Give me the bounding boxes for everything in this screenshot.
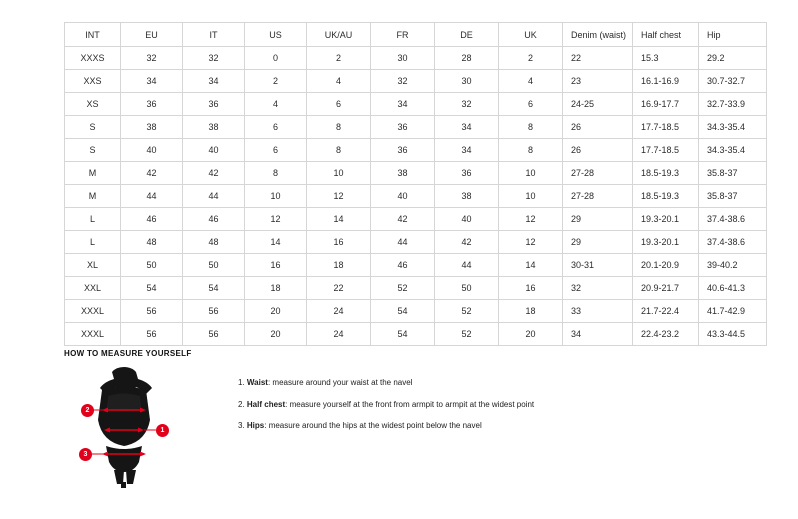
table-cell: XL <box>65 254 121 277</box>
table-cell: 37.4-38.6 <box>699 231 767 254</box>
size-chart-head <box>65 23 767 47</box>
table-cell: 8 <box>499 139 563 162</box>
table-cell: 30.7-32.7 <box>699 70 767 93</box>
table-cell: 20 <box>245 323 307 346</box>
table-cell: 42 <box>371 208 435 231</box>
column-header: Hip <box>699 23 767 47</box>
table-cell: 50 <box>121 254 183 277</box>
table-cell: M <box>65 185 121 208</box>
table-cell: 29.2 <box>699 47 767 70</box>
size-chart-table <box>64 22 767 346</box>
table-cell: 37.4-38.6 <box>699 208 767 231</box>
table-cell: 16.9-17.7 <box>633 93 699 116</box>
table-cell: 6 <box>499 93 563 116</box>
table-cell: 23 <box>563 70 633 93</box>
how-to-measure-section <box>64 349 744 491</box>
table-cell: 12 <box>307 185 371 208</box>
table-cell: XXXL <box>65 323 121 346</box>
table-cell: 40 <box>121 139 183 162</box>
table-cell: 16 <box>499 277 563 300</box>
table-cell: 36 <box>121 93 183 116</box>
table-cell: 18 <box>245 277 307 300</box>
table-cell: 33 <box>563 300 633 323</box>
table-cell: 56 <box>121 300 183 323</box>
table-row <box>65 323 767 346</box>
how-to-measure-body <box>64 366 744 491</box>
measure-item-text: : measure around the hips at the widest point below the navel <box>264 421 482 431</box>
table-cell: 24 <box>307 323 371 346</box>
measure-item-number: 1. <box>238 378 245 387</box>
table-cell: 54 <box>371 323 435 346</box>
table-cell: XXXS <box>65 47 121 70</box>
table-cell: 40 <box>183 139 245 162</box>
table-row <box>65 208 767 231</box>
table-cell: 54 <box>121 277 183 300</box>
table-cell: 18.5-19.3 <box>633 162 699 185</box>
table-cell: 40.6-41.3 <box>699 277 767 300</box>
table-cell: 28 <box>435 47 499 70</box>
table-cell: XXXL <box>65 300 121 323</box>
table-cell: 12 <box>499 208 563 231</box>
table-cell: 41.7-42.9 <box>699 300 767 323</box>
table-cell: 10 <box>499 185 563 208</box>
how-to-measure-title: HOW TO MEASURE YOURSELF <box>64 349 192 358</box>
table-cell: 19.3-20.1 <box>633 231 699 254</box>
table-cell: 52 <box>435 323 499 346</box>
column-header: Half chest <box>633 23 699 47</box>
table-cell: 24 <box>307 300 371 323</box>
table-cell: 14 <box>307 208 371 231</box>
measure-item-term: Waist <box>246 378 268 387</box>
table-cell: 2 <box>245 70 307 93</box>
table-cell: 12 <box>499 231 563 254</box>
table-cell: 30 <box>435 70 499 93</box>
table-cell: 44 <box>183 185 245 208</box>
table-cell: XXS <box>65 70 121 93</box>
table-cell: 30-31 <box>563 254 633 277</box>
table-cell: 38 <box>121 116 183 139</box>
measure-item-half-chest <box>238 400 534 410</box>
table-cell: S <box>65 116 121 139</box>
table-cell: 42 <box>121 162 183 185</box>
table-cell: 18 <box>307 254 371 277</box>
table-cell: 22.4-23.2 <box>633 323 699 346</box>
table-cell: 17.7-18.5 <box>633 139 699 162</box>
table-cell: 15.3 <box>633 47 699 70</box>
table-cell: 26 <box>563 139 633 162</box>
table-cell: 32 <box>435 93 499 116</box>
table-cell: 19.3-20.1 <box>633 208 699 231</box>
table-cell: 34 <box>435 116 499 139</box>
table-cell: 30 <box>371 47 435 70</box>
table-cell: 18 <box>499 300 563 323</box>
table-cell: 24-25 <box>563 93 633 116</box>
table-cell: 39-40.2 <box>699 254 767 277</box>
table-cell: 48 <box>121 231 183 254</box>
table-cell: 52 <box>435 300 499 323</box>
table-cell: 36 <box>435 162 499 185</box>
column-header: UK <box>499 23 563 47</box>
measure-instructions-list <box>238 378 534 443</box>
table-cell: 8 <box>307 116 371 139</box>
table-row <box>65 70 767 93</box>
table-cell: 29 <box>563 208 633 231</box>
measure-item-number: 2. <box>238 399 245 409</box>
measure-item-text: : measure yourself at the front from armpit to armpit at the widest point <box>285 399 535 409</box>
table-row <box>65 231 767 254</box>
table-cell: 27-28 <box>563 185 633 208</box>
table-cell: 36 <box>371 139 435 162</box>
table-cell: 22 <box>307 277 371 300</box>
table-cell: 43.3-44.5 <box>699 323 767 346</box>
table-cell: 35.8-37 <box>699 162 767 185</box>
badge-half-chest: 2 <box>81 404 94 417</box>
table-cell: 50 <box>183 254 245 277</box>
table-cell: 20.9-21.7 <box>633 277 699 300</box>
table-cell: 34 <box>121 70 183 93</box>
table-row <box>65 139 767 162</box>
table-cell: 56 <box>121 323 183 346</box>
table-cell: 10 <box>499 162 563 185</box>
measure-item-hips <box>238 421 534 431</box>
table-cell: M <box>65 162 121 185</box>
table-cell: 46 <box>121 208 183 231</box>
table-cell: 44 <box>435 254 499 277</box>
table-cell: L <box>65 231 121 254</box>
column-header: INT <box>65 23 121 47</box>
table-cell: 16.1-16.9 <box>633 70 699 93</box>
mannequin-figure <box>64 366 184 491</box>
table-cell: XXL <box>65 277 121 300</box>
table-cell: 2 <box>307 47 371 70</box>
column-header: EU <box>121 23 183 47</box>
table-cell: 46 <box>371 254 435 277</box>
table-cell: 32.7-33.9 <box>699 93 767 116</box>
table-cell: 40 <box>435 208 499 231</box>
table-cell: 50 <box>435 277 499 300</box>
table-cell: 32 <box>183 47 245 70</box>
column-header: DE <box>435 23 499 47</box>
table-cell: 34 <box>435 139 499 162</box>
table-cell: 8 <box>307 139 371 162</box>
table-cell: 29 <box>563 231 633 254</box>
table-cell: 34 <box>183 70 245 93</box>
column-header: US <box>245 23 307 47</box>
badge-hips: 3 <box>79 448 92 461</box>
size-chart-body <box>65 47 767 346</box>
table-cell: 27-28 <box>563 162 633 185</box>
table-cell: 32 <box>121 47 183 70</box>
column-header: Denim (waist) <box>563 23 633 47</box>
table-cell: 35.8-37 <box>699 185 767 208</box>
table-cell: 10 <box>245 185 307 208</box>
table-row <box>65 93 767 116</box>
table-cell: 34 <box>371 93 435 116</box>
table-cell: 20.1-20.9 <box>633 254 699 277</box>
table-cell: 6 <box>307 93 371 116</box>
measure-item-waist <box>238 378 534 388</box>
table-cell: 18.5-19.3 <box>633 185 699 208</box>
column-header: IT <box>183 23 245 47</box>
table-cell: 52 <box>371 277 435 300</box>
table-cell: 38 <box>371 162 435 185</box>
table-cell: 32 <box>563 277 633 300</box>
table-cell: 12 <box>245 208 307 231</box>
table-cell: 46 <box>183 208 245 231</box>
size-chart-container <box>64 22 746 346</box>
table-cell: 48 <box>183 231 245 254</box>
table-cell: 38 <box>435 185 499 208</box>
table-cell: 56 <box>183 300 245 323</box>
table-cell: 14 <box>499 254 563 277</box>
table-row <box>65 116 767 139</box>
table-cell: 42 <box>183 162 245 185</box>
table-cell: 4 <box>245 93 307 116</box>
badge-waist: 1 <box>156 424 169 437</box>
table-row <box>65 300 767 323</box>
table-cell: 26 <box>563 116 633 139</box>
table-row <box>65 254 767 277</box>
table-cell: 16 <box>307 231 371 254</box>
table-header-row <box>65 23 767 47</box>
column-header: FR <box>371 23 435 47</box>
table-cell: L <box>65 208 121 231</box>
table-cell: 6 <box>245 116 307 139</box>
measure-item-term: Half chest <box>246 399 286 409</box>
table-cell: 16 <box>245 254 307 277</box>
table-cell: 20 <box>499 323 563 346</box>
table-cell: 34.3-35.4 <box>699 139 767 162</box>
table-cell: 44 <box>121 185 183 208</box>
table-cell: 0 <box>245 47 307 70</box>
table-cell: 40 <box>371 185 435 208</box>
table-cell: 4 <box>307 70 371 93</box>
column-header: UK/AU <box>307 23 371 47</box>
table-cell: 17.7-18.5 <box>633 116 699 139</box>
table-cell: 36 <box>371 116 435 139</box>
table-cell: 8 <box>499 116 563 139</box>
measure-item-number: 3. <box>238 421 245 431</box>
table-cell: 8 <box>245 162 307 185</box>
table-row <box>65 162 767 185</box>
table-cell: 38 <box>183 116 245 139</box>
table-cell: 42 <box>435 231 499 254</box>
table-cell: 34 <box>563 323 633 346</box>
table-row <box>65 185 767 208</box>
table-cell: 10 <box>307 162 371 185</box>
table-cell: 36 <box>183 93 245 116</box>
measure-item-term: Hips <box>246 421 265 431</box>
table-cell: 4 <box>499 70 563 93</box>
table-cell: 44 <box>371 231 435 254</box>
table-cell: 54 <box>371 300 435 323</box>
table-cell: XS <box>65 93 121 116</box>
measure-item-text: : measure around your waist at the navel <box>267 378 413 387</box>
table-cell: 2 <box>499 47 563 70</box>
table-cell: 34.3-35.4 <box>699 116 767 139</box>
table-cell: 32 <box>371 70 435 93</box>
table-cell: S <box>65 139 121 162</box>
table-cell: 22 <box>563 47 633 70</box>
table-cell: 6 <box>245 139 307 162</box>
table-row <box>65 47 767 70</box>
table-cell: 21.7-22.4 <box>633 300 699 323</box>
table-cell: 14 <box>245 231 307 254</box>
table-row <box>65 277 767 300</box>
table-cell: 20 <box>245 300 307 323</box>
table-cell: 54 <box>183 277 245 300</box>
table-cell: 56 <box>183 323 245 346</box>
